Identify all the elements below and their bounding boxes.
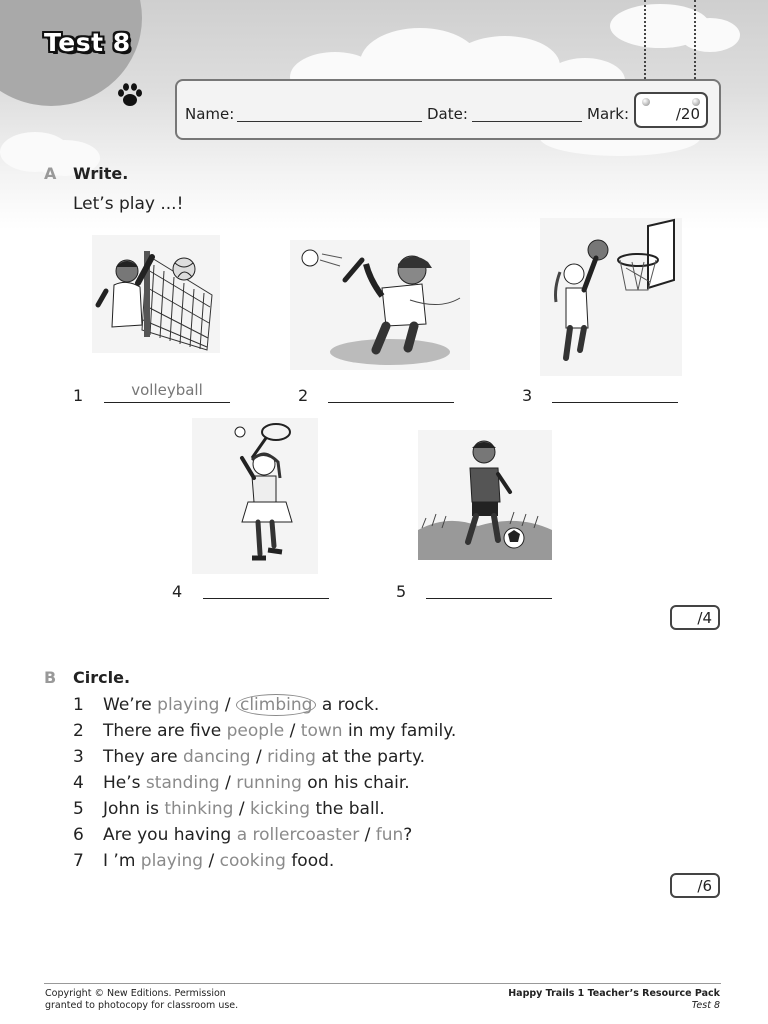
item-number: 5 (73, 799, 84, 819)
copyright-line-2: granted to photocopy for classroom use. (45, 1000, 239, 1011)
section-a-prompt: Let’s play ...! (73, 194, 184, 214)
option-2-circled[interactable]: climbing (236, 694, 316, 716)
tennis-picture (192, 418, 318, 574)
option-2[interactable]: running (236, 773, 302, 793)
cloud (680, 18, 740, 52)
date-label: Date: (427, 105, 468, 123)
option-separator: / (284, 721, 301, 741)
item-number: 1 (73, 386, 84, 405)
pin-icon (642, 98, 650, 106)
option-1[interactable]: thinking (164, 799, 234, 819)
basketball-picture (540, 218, 682, 376)
option-separator: / (250, 747, 268, 767)
mark-label: Mark: (587, 105, 630, 123)
sentence-start: They are (103, 747, 183, 767)
section-b-letter: B (44, 668, 57, 687)
footer-book-info (508, 988, 720, 1012)
date-field[interactable] (472, 121, 582, 122)
list-item (73, 721, 456, 745)
footer-copyright (45, 988, 238, 1012)
section-b-title: Circle. (73, 668, 131, 687)
sentence-end: at the party. (315, 747, 426, 767)
answer-field-3[interactable] (552, 402, 678, 403)
item-number: 3 (522, 386, 533, 405)
mark-total: /20 (675, 105, 700, 123)
volleyball-picture (92, 235, 220, 353)
option-1[interactable]: playing (157, 695, 220, 715)
page-title: Test 8 (44, 28, 131, 57)
sentence-start: We’re (103, 695, 158, 715)
list-item (73, 851, 334, 875)
section-a-letter: A (44, 164, 57, 183)
option-separator: / (233, 799, 250, 819)
item-number: 2 (298, 386, 309, 405)
sentence-start: Are you having (103, 825, 237, 845)
list-item (73, 799, 385, 823)
item-number: 5 (396, 582, 407, 601)
sentence-end: a rock. (316, 695, 380, 715)
item-number: 7 (73, 851, 84, 871)
item-number: 4 (73, 773, 84, 793)
option-separator: / (219, 695, 236, 715)
answer-field-5[interactable] (426, 598, 552, 599)
copyright-line-1: Copyright © New Editions. Permission (45, 988, 226, 999)
test-label: Test 8 (691, 1000, 720, 1011)
option-2[interactable]: town (300, 721, 343, 741)
mark-tag (634, 92, 708, 128)
paw-print-icon (116, 82, 144, 108)
footer-divider (44, 983, 721, 984)
sentence-end: on his chair. (301, 773, 410, 793)
section-a-title: Write. (73, 164, 129, 183)
list-item (73, 695, 379, 719)
option-separator: / (203, 851, 220, 871)
item-number: 3 (73, 747, 84, 767)
sentence-start: I ’m (103, 851, 141, 871)
option-2[interactable]: kicking (249, 799, 311, 819)
list-item (73, 825, 412, 849)
list-item (73, 747, 425, 771)
baseball-picture (290, 240, 470, 370)
list-item (73, 773, 410, 797)
sentence-end: in my family. (342, 721, 457, 741)
option-separator: / (219, 773, 237, 793)
option-separator: / (359, 825, 376, 845)
section-a-score: /4 (670, 605, 720, 630)
sentence-start: There are five (103, 721, 227, 741)
option-1[interactable]: people (226, 721, 285, 741)
item-number: 4 (172, 582, 183, 601)
answer-field-2[interactable] (328, 402, 454, 403)
sentence-end: food. (285, 851, 335, 871)
sentence-start: He’s (103, 773, 146, 793)
sentence-start: John is (103, 799, 165, 819)
option-2[interactable]: cooking (219, 851, 286, 871)
book-title: Happy Trails 1 Teacher’s Resource Pack (508, 988, 720, 999)
answer-text-1: volleyball (131, 381, 203, 399)
sentence-end: ? (403, 825, 413, 845)
item-number: 1 (73, 695, 84, 715)
item-number: 6 (73, 825, 84, 845)
option-1[interactable]: a rollercoaster (236, 825, 360, 845)
option-2[interactable]: riding (267, 747, 316, 767)
name-label: Name: (185, 105, 235, 123)
option-1[interactable]: dancing (182, 747, 251, 767)
option-2[interactable]: fun (375, 825, 404, 845)
item-number: 2 (73, 721, 84, 741)
section-b-score: /6 (670, 873, 720, 898)
football-picture (418, 430, 552, 560)
name-field[interactable] (237, 121, 422, 122)
option-1[interactable]: playing (140, 851, 204, 871)
option-1[interactable]: standing (145, 773, 220, 793)
sentence-end: the ball. (310, 799, 385, 819)
answer-field-1[interactable] (104, 402, 230, 403)
answer-field-4[interactable] (203, 598, 329, 599)
